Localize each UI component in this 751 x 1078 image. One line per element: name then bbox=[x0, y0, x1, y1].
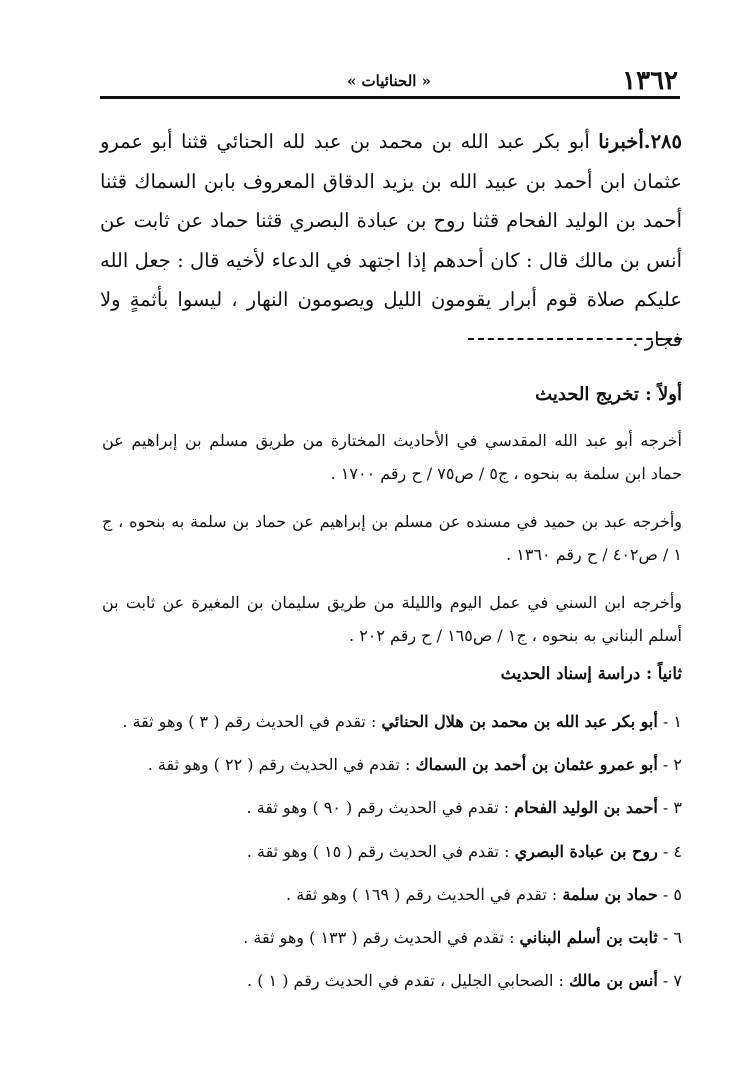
narrator-list bbox=[62, 700, 682, 1002]
narrator-note: : تقدم في الحديث رقم ( ١٣٣ ) وهو ثقة . bbox=[243, 927, 520, 947]
page-header bbox=[100, 66, 678, 96]
narrator-item bbox=[62, 786, 682, 829]
narrator-number: ٣ - bbox=[657, 798, 682, 818]
hadith-text bbox=[100, 122, 682, 359]
narrator-number: ٧ - bbox=[657, 971, 682, 991]
narrator-note: : تقدم في الحديث رقم ( ٢٢ ) وهو ثقة . bbox=[147, 755, 416, 775]
narrator-number: ٢ - bbox=[657, 755, 682, 775]
header-rule bbox=[100, 96, 680, 99]
narrator-note: : تقدم في الحديث رقم ( ١٥ ) وهو ثقة . bbox=[246, 841, 515, 861]
hadith-number: ٢٨٥. bbox=[643, 130, 682, 153]
narrator-number: ٦ - bbox=[657, 927, 682, 947]
narrator-name: أبو عمرو عثمان بن أحمد بن السماك bbox=[415, 755, 658, 775]
takhrij-paragraph: وأخرجه عبد بن حميد في مسنده عن مسلم بن إبراهيم عن حماد بن سلمة به بنحوه ، ج ١ / ص٤٠٢ / ح رقم ١٣٦٠ . bbox=[102, 512, 682, 564]
narrator-item bbox=[62, 916, 682, 959]
takhrij-paragraph: وأخرجه ابن السني في عمل اليوم والليلة من طريق سليمان بن المغيرة عن ثابت بن أسلم البناني به بنحوه ، ج١ / ص١٦٥ / ح رقم ٢٠٢ . bbox=[102, 593, 682, 645]
page-number: ١٣٦٢ bbox=[622, 66, 678, 96]
narrator-note: : تقدم في الحديث رقم ( ١٦٩ ) وهو ثقة . bbox=[286, 884, 563, 904]
narrator-name: أبو بكر عبد الله بن محمد بن هلال الحنائي bbox=[381, 712, 658, 731]
narrator-name: روح بن عبادة البصري bbox=[514, 841, 658, 861]
running-title: « الحنائيات » bbox=[346, 72, 432, 90]
narrator-number: ١ - bbox=[657, 712, 682, 731]
narrator-note: : تقدم في الحديث رقم ( ٣ ) وهو ثقة . bbox=[122, 712, 382, 731]
narrator-note: : تقدم في الحديث رقم ( ٩٠ ) وهو ثقة . bbox=[246, 798, 515, 818]
section-title-takhrij: أولاً : تخريج الحديث bbox=[535, 384, 682, 405]
takhrij-paragraph: أخرجه أبو عبد الله المقدسي في الأحاديث المختارة من طريق مسلم بن إبراهيم عن حماد ابن سلمة به بنحوه ، ج٥ / ص٧٥ / ح رقم ١٧٠٠ . bbox=[102, 431, 682, 483]
narrator-name: أحمد بن الوليد الفحام bbox=[514, 798, 658, 818]
hadith-lead-word: أخبرنا bbox=[598, 130, 644, 153]
narrator-note: : الصحابي الجليل ، تقدم في الحديث رقم ( ١ ) . bbox=[247, 971, 569, 991]
narrator-item bbox=[62, 959, 682, 1002]
narrator-number: ٥ - bbox=[657, 884, 682, 904]
narrator-number: ٤ - bbox=[657, 841, 682, 861]
narrator-name: أنس بن مالك bbox=[568, 971, 658, 991]
narrator-item bbox=[62, 700, 682, 743]
narrator-name: ثابت بن أسلم البناني bbox=[519, 927, 658, 947]
narrator-item bbox=[62, 743, 682, 786]
narrator-name: حماد بن سلمة bbox=[562, 884, 658, 904]
hadith-body: أبو بكر عبد الله بن محمد بن عبد لله الحنائي قثنا أبو عمرو عثمان ابن أحمد بن عبيد الله بن يزيد الدقاق المعروف بابن السماك قثنا أحمد بن الوليد الفحام قثنا روح بن عبادة البصري قثنا حماد عن ثابت عن أنس بن مالك قال : كان أحدهم إذا اجتهد في الدعاء لأخيه قال : جعل الله عليكم صلاة قوم أبرار يقومون الليل ويصومون النهار ، ليسوا بأثمةٍ ولا فجار . bbox=[100, 130, 682, 351]
narrator-item bbox=[62, 873, 682, 916]
section-title-isnad: ثانياً : دراسة إسناد الحديث bbox=[500, 664, 682, 683]
dashed-separator bbox=[468, 338, 682, 340]
narrator-item bbox=[62, 830, 682, 873]
